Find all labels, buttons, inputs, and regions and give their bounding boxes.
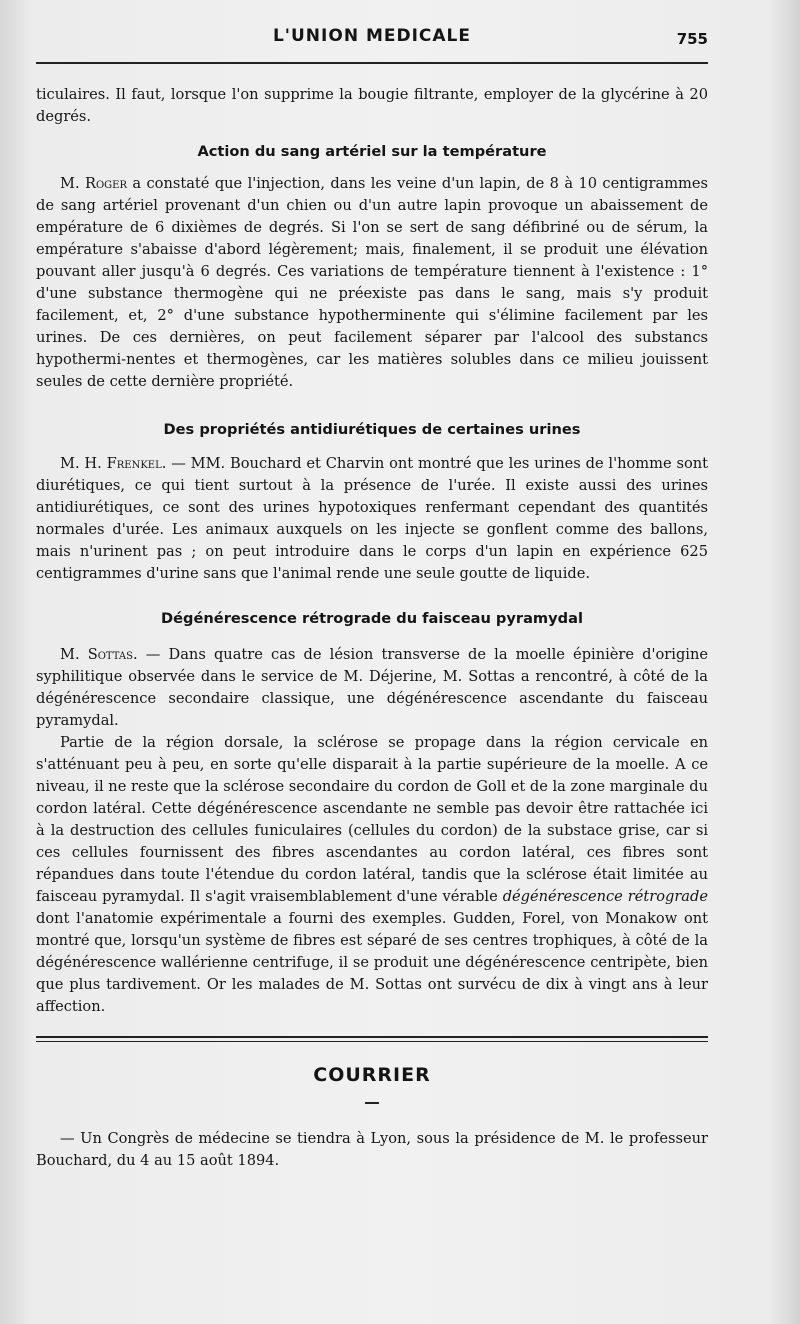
body-text	[36, 84, 708, 1172]
paragraph-text: dont l'anatomie expérimentale a fourni des exemples. Gudden, Forel, von Monakow ont montré que, lorsqu'un système de fibres est séparé de ses centres trophiques, à côté de la dégénérescence wallérienne centrifuge, il se produit une dégénérescence centripète, bien que plus tardivement. Or les malades de M. Sottas ont survécu de dix à vingt ans à leur affection.	[36, 910, 708, 1015]
paragraph-text: Partie de la région dorsale, la sclérose se propage dans la région cervicale en s'atténuant peu à peu, en sorte qu'elle disparait à la partie supérieure de la moelle. A ce niveau, il ne reste que la sclérose secondaire du cordon de Goll et de la zone marginale du cordon latéral. Cette dégénérescence ascendante ne semble pas devoir être rattachée ici à la destruction des cellules funiculaires (cellules du cordon) de la substace grise, car si ces cellules fournissent des fibres ascendantes au cordon latéral, ces fibres sont répandues dans toute l'étendue du cordon latéral, tandis que la sclérose était limitée au faisceau pyramydal. Il s'agit vraisemblablement d'une vérable	[36, 734, 708, 905]
section-divider	[36, 1036, 708, 1042]
paragraph-text: a constaté que l'injection, dans les veine d'un lapin, de 8 à 10 centigrammes de sang artériel provenant d'un chien ou d'un autre lapin provoque un abaissement de empérature de 6 dixièmes de degrés. Si l'on se sert de sang défibriné ou de sérum, la empérature s'abaisse d'abord légèrement; mais, finalement, il se produit une élévation pouvant aller jusqu'à 6 degrés. Ces variations de température tiennent à l'existence : 1° d'une substance thermogène qui ne préexiste pas dans le sang, mais s'y produit facilement, et, 2° d'une substance hypotherminente qui s'élimine facilement par les urines. De ces dernières, on peut facilement séparer par l'alcool des substancs hypothermi-nentes et thermogènes, car les matières solubles dans ce milieu jouissent seules de cette dernière propriété.	[36, 175, 708, 390]
continuation-paragraph: ticulaires. Il faut, lorsque l'on supprime la bougie filtrante, employer de la glycérine à 20 degrés.	[36, 86, 708, 125]
page-number: 755	[676, 30, 708, 48]
title-dash	[365, 1102, 379, 1104]
italic-term: dégénérescence rétrograde	[502, 888, 708, 905]
paragraph-frenkel	[36, 453, 708, 585]
paragraph-sottas	[36, 644, 708, 732]
paragraph-text: — MM. Bouchard et Charvin ont montré que les urines de l'homme sont diurétiques, ce qui tient surtout à la présence de l'urée. Il existe aussi des urines antidiurétiques, ce sont des urines hypotoxiques renfermant cependant des quantités normales d'urée. Les animaux auxquels on les injecte se gonflent comme des ballons, mais n'urinent pas ; on peut introduire dans le corps d'un lapin en expérience 625 centigrammes d'urine sans que l'animal rende une seule goutte de liquide.	[36, 455, 708, 582]
speaker-name: M. Roger	[60, 175, 127, 192]
paragraph-text: — Dans quatre cas de lésion transverse de la moelle épinière d'origine syphilitique observée dans le service de M. Déjerine, M. Sottas a rencontré, à côté de la dégénérescence secondaire classique, une dégénérescence ascendante du faisceau pyramydal.	[36, 646, 708, 729]
section-title-degenerescence: Dégénérescence rétrograde du faisceau pyramydal	[161, 610, 583, 627]
speaker-name: M. H. Frenkel.	[60, 455, 167, 472]
paragraph-roger	[36, 173, 708, 393]
section-title-antidiuretiques: Des propriétés antidiurétiques de certaines urines	[163, 421, 581, 438]
speaker-name: M. Sottas.	[60, 646, 138, 663]
courrier-title: COURRIER	[313, 1064, 431, 1086]
section-title-sang-arteriel: Action du sang artériel sur la température	[197, 143, 547, 160]
courrier-paragraph: — Un Congrès de médecine se tiendra à Lyon, sous la présidence de M. le professeur Bouchard, du 4 au 15 août 1894.	[36, 1130, 708, 1169]
paragraph-sclerose	[36, 732, 708, 1018]
page-header	[36, 26, 708, 66]
running-title: L'UNION MEDICALE	[272, 26, 472, 46]
header-rule	[36, 62, 708, 64]
